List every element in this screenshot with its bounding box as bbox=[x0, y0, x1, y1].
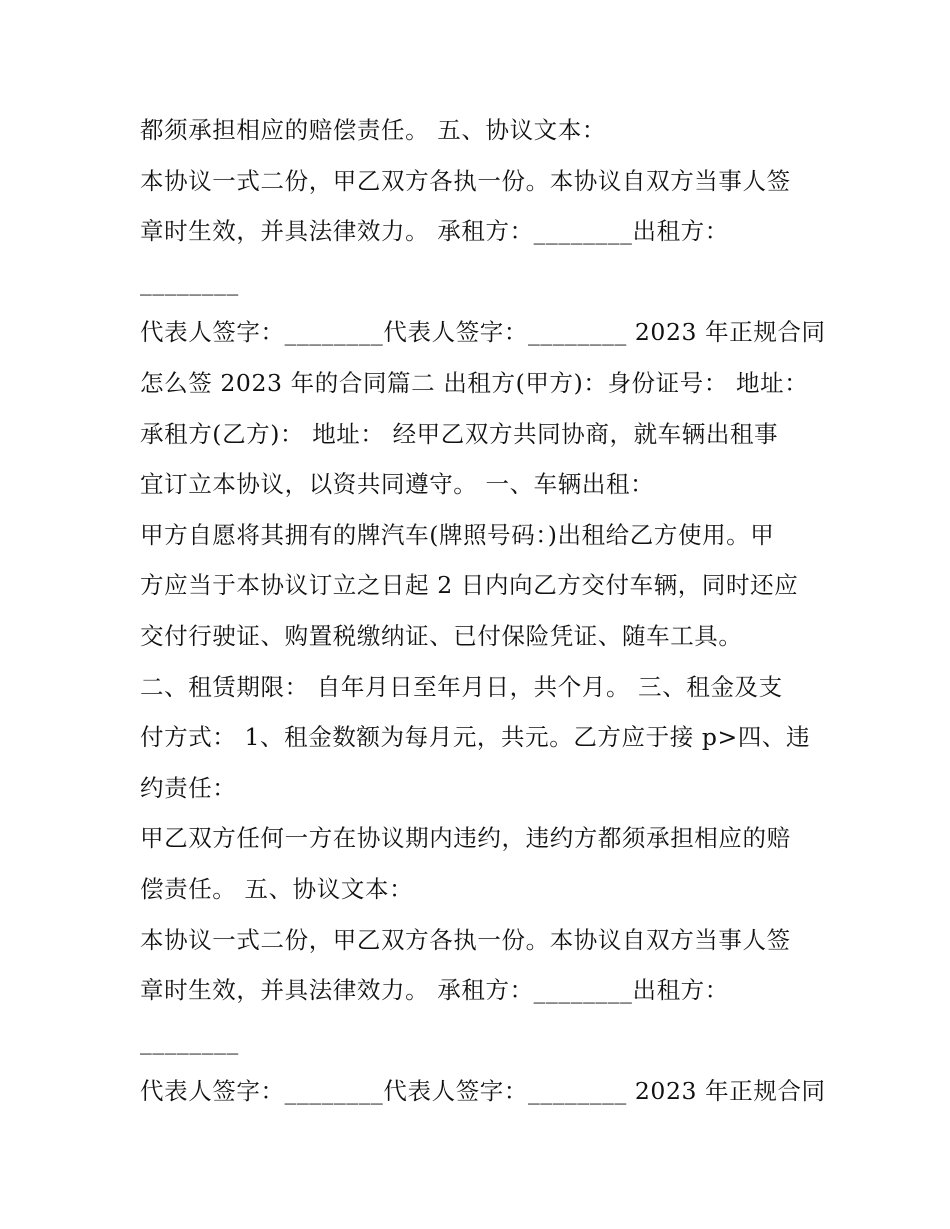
text-line: 约责任： bbox=[140, 773, 237, 802]
text-line: 都须承担相应的赔偿责任。 五、协议文本： bbox=[140, 116, 606, 144]
text-line: 偿责任。 五、协议文本： bbox=[140, 874, 414, 903]
text-line: 交付行驶证、购置税缴纳证、已付保险凭证、随车工具。 bbox=[140, 621, 743, 650]
text-line: ________ bbox=[140, 1026, 239, 1055]
text-line: 怎么签 2023 年的合同篇二 出租方(甲方)：身份证号： 地址： bbox=[140, 368, 809, 397]
text-line: 方应当于本协议订立之日起 2 日内向乙方交付车辆，同时还应 bbox=[140, 571, 799, 600]
text-line: 宜订立本协议，以资共同遵守。 一、车辆出租： bbox=[140, 470, 655, 499]
text-line: 二、租赁期限： 自年月日至年月日，共个月。 三、租金及支 bbox=[140, 672, 783, 701]
text-line: 章时生效，并具法律效力。 承租方：________出租方： bbox=[140, 976, 729, 1005]
text-line: 本协议一式二份，甲乙双方各执一份。本协议自双方当事人签 bbox=[140, 166, 791, 195]
text-line: 章时生效，并具法律效力。 承租方：________出租方： bbox=[140, 217, 729, 246]
text-line: 付方式： 1、租金数额为每月元，共元。乙方应于接 p>四、违 bbox=[140, 723, 811, 752]
text-line: 本协议一式二份，甲乙双方各执一份。本协议自双方当事人签 bbox=[140, 925, 791, 954]
document-body bbox=[140, 105, 826, 1117]
text-line: 甲乙双方任何一方在协议期内违约，违约方都须承担相应的赔 bbox=[140, 824, 791, 853]
text-line: 承租方(乙方)： 地址： 经甲乙双方共同协商，就车辆出租事 bbox=[140, 419, 779, 448]
text-line: 代表人签字：________代表人签字：________ 2023 年正规合同 bbox=[140, 318, 826, 347]
text-line: ________ bbox=[140, 267, 239, 296]
text-line: 甲方自愿将其拥有的牌汽车(牌照号码：)出租给乙方使用。甲 bbox=[140, 520, 775, 549]
text-line: 代表人签字：________代表人签字：________ 2023 年正规合同 bbox=[140, 1077, 826, 1106]
